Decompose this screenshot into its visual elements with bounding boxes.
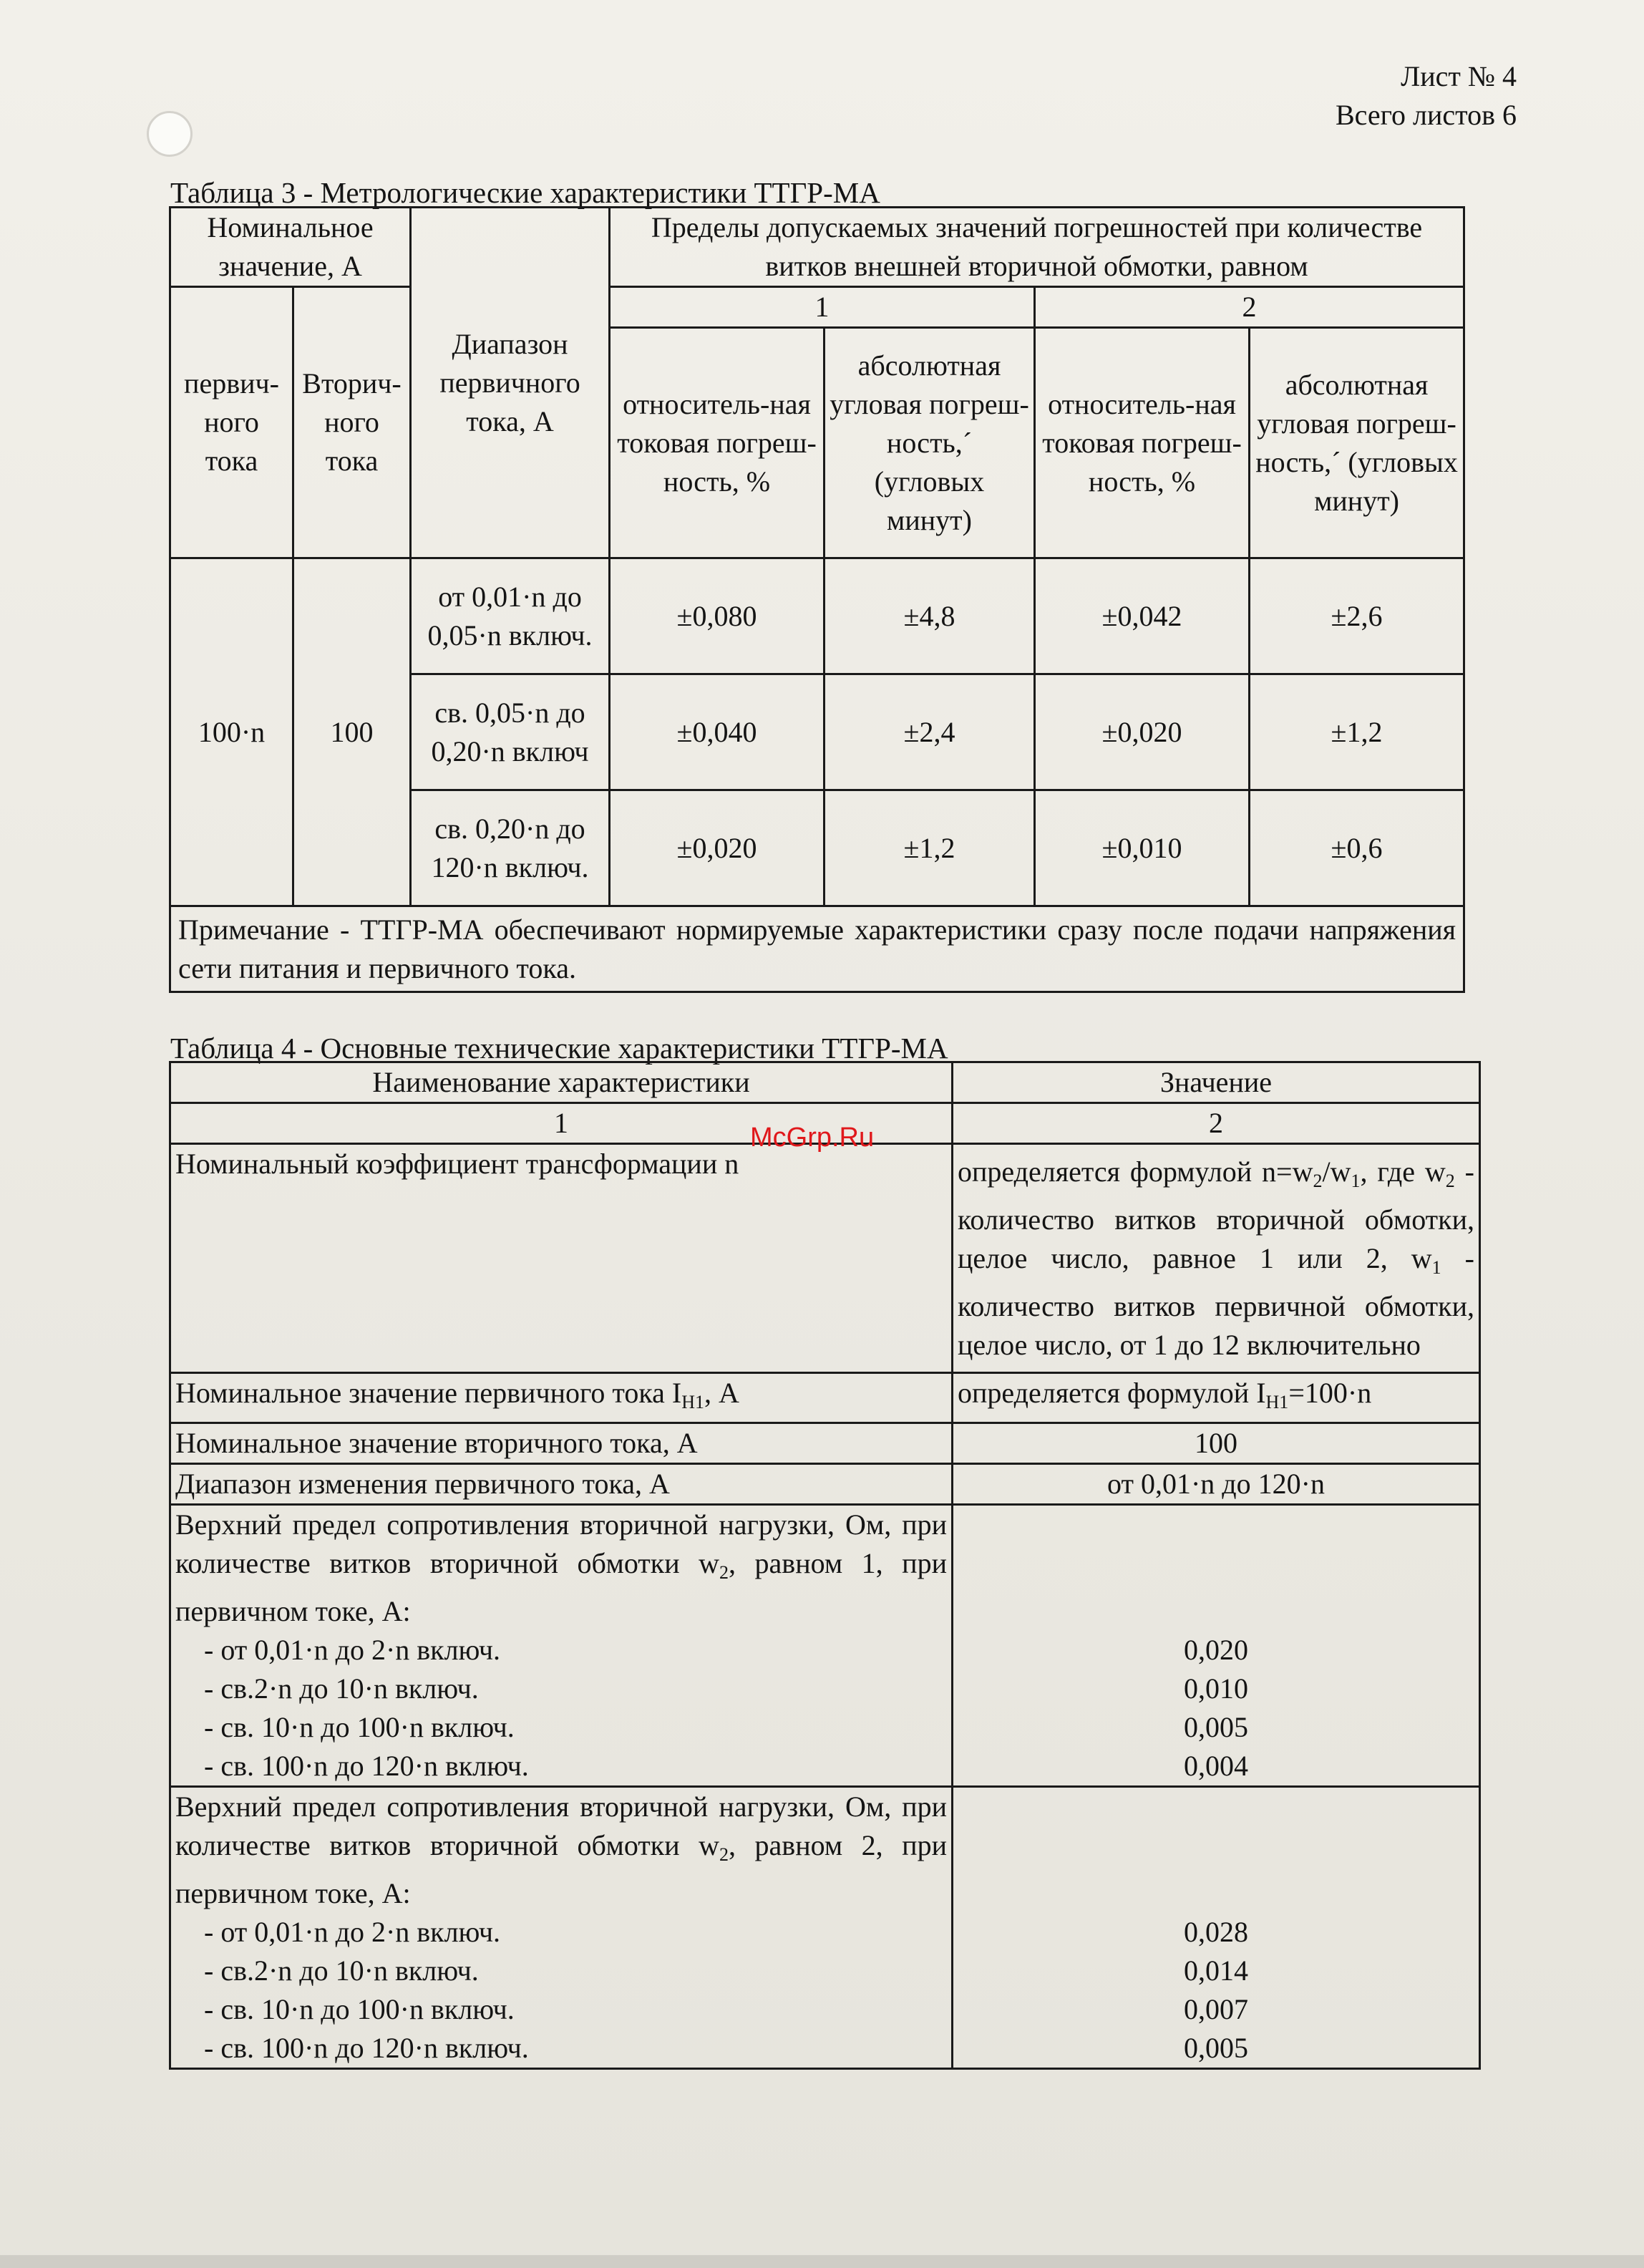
header-secondary: Вторич-ного тока (293, 287, 411, 558)
secondary-nominal-name: Номинальное значение вторичного тока, А (170, 1423, 953, 1464)
punch-hole (147, 111, 193, 157)
load1-values: 0,020 0,010 0,005 0,004 (953, 1505, 1480, 1787)
table4-technical (169, 1061, 1481, 2070)
header-col-number-2: 2 (953, 1103, 1480, 1144)
header-rel-error-2: относитель-ная токовая погреш-ность, % (1035, 328, 1250, 558)
header-turns-1: 1 (610, 287, 1035, 328)
header-range: Диапазон первичного тока, А (411, 208, 610, 558)
range-cell: св. 0,20·n до 120·n включ. (411, 790, 610, 906)
rel-error-2-cell: ±0,020 (1035, 674, 1250, 790)
header-turns-2: 2 (1035, 287, 1464, 328)
scan-bottom-edge (0, 2255, 1644, 2268)
ratio-name: Номинальный коэффициент трансформации n (170, 1144, 953, 1373)
table4-caption: Таблица 4 - Основные технические характеристики ТТГР-МА (170, 1032, 948, 1065)
sheet-total: Всего листов 6 (1335, 99, 1517, 131)
load2-name: Верхний предел сопротивления вторичной нагрузки, Ом, при количестве витков вторичной обмотки $w_2$, равном 2, при первичном токе, А: - от 0,01·n до 2·n включ. - св.2·n до 10·n включ. - св. 10·n до 100·n включ. - св. 100·n до 120·n включ. (170, 1787, 953, 2069)
header-name: Наименование характеристики (170, 1062, 953, 1103)
table3-note: Примечание - ТТГР-МА обеспечивают нормируемые характеристики сразу после подачи напряжения сети питания и первичного тока. (170, 906, 1464, 992)
rel-error-1-cell: ±0,020 (610, 790, 825, 906)
primary-range-name: Диапазон изменения первичного тока, А (170, 1464, 953, 1505)
abs-error-2-cell: ±1,2 (1250, 674, 1464, 790)
abs-error-2-cell: ±0,6 (1250, 790, 1464, 906)
range-cell: от 0,01·n до 0,05·n включ. (411, 558, 610, 674)
table-row (170, 558, 1464, 674)
watermark-label: McGrp.Ru (750, 1123, 875, 1153)
primary-range-value: от 0,01·n до 120·n (953, 1464, 1480, 1505)
rel-error-1-cell: ±0,080 (610, 558, 825, 674)
primary-nominal-value: определяется формулой $I_{Н1}=100\cdot n$ (953, 1373, 1480, 1423)
table3-metrological (169, 206, 1465, 993)
primary-nominal-name: Номинальное значение первичного тока $I_{Н1}$, А (170, 1373, 953, 1423)
rel-error-1-cell: ±0,040 (610, 674, 825, 790)
sheet-number: Лист № 4 (1401, 60, 1517, 92)
abs-error-1-cell: ±4,8 (825, 558, 1035, 674)
table-row (170, 1144, 1480, 1373)
table-row (170, 1787, 1480, 2069)
abs-error-1-cell: ±1,2 (825, 790, 1035, 906)
secondary-nominal-value: 100 (953, 1423, 1480, 1464)
rel-error-2-cell: ±0,042 (1035, 558, 1250, 674)
rel-error-2-cell: ±0,010 (1035, 790, 1250, 906)
load1-name: Верхний предел сопротивления вторичной нагрузки, Ом, при количестве витков вторичной обмотки $w_2$, равном 1, при первичном токе, А: - от 0,01·n до 2·n включ. - св.2·n до 10·n включ. - св. 10·n до 100·n включ. - св. 100·n до 120·n включ. (170, 1505, 953, 1787)
header-value: Значение (953, 1062, 1480, 1103)
abs-error-2-cell: ±2,6 (1250, 558, 1464, 674)
header-nominal: Номинальное значение, А (170, 208, 411, 287)
header-limits: Пределы допускаемых значений погрешностей при количестве витков внешней вторичной обмотки, равном (610, 208, 1464, 287)
header-col-number-1: 1 (170, 1103, 953, 1144)
header-rel-error-1: относитель-ная токовая погреш-ность, % (610, 328, 825, 558)
table-row (170, 1373, 1480, 1423)
primary-value: 100·n (170, 558, 293, 906)
header-abs-error-2: абсолютная угловая погреш-ность,´ (угловых минут) (1250, 328, 1464, 558)
range-cell: св. 0,05·n до 0,20·n включ (411, 674, 610, 790)
header-abs-error-1: абсолютная угловая погреш-ность,´ (угловых минут) (825, 328, 1035, 558)
ratio-value: определяется формулой $n=w_2/w_1$, где $w_2$ - количество витков вторичной обмотки, целое число, равное 1 или 2, $w_1$ - количество витков первичной обмотки, целое число, от 1 до 12 включительно (953, 1144, 1480, 1373)
load2-values: 0,028 0,014 0,007 0,005 (953, 1787, 1480, 2069)
table-row (170, 1423, 1480, 1464)
table-row (170, 1505, 1480, 1787)
sheet-info (1336, 57, 1517, 135)
table3-caption: Таблица 3 - Метрологические характеристики ТТГР-МА (170, 176, 880, 209)
secondary-value: 100 (293, 558, 411, 906)
abs-error-1-cell: ±2,4 (825, 674, 1035, 790)
table-row (170, 1464, 1480, 1505)
header-primary: первич-ного тока (170, 287, 293, 558)
